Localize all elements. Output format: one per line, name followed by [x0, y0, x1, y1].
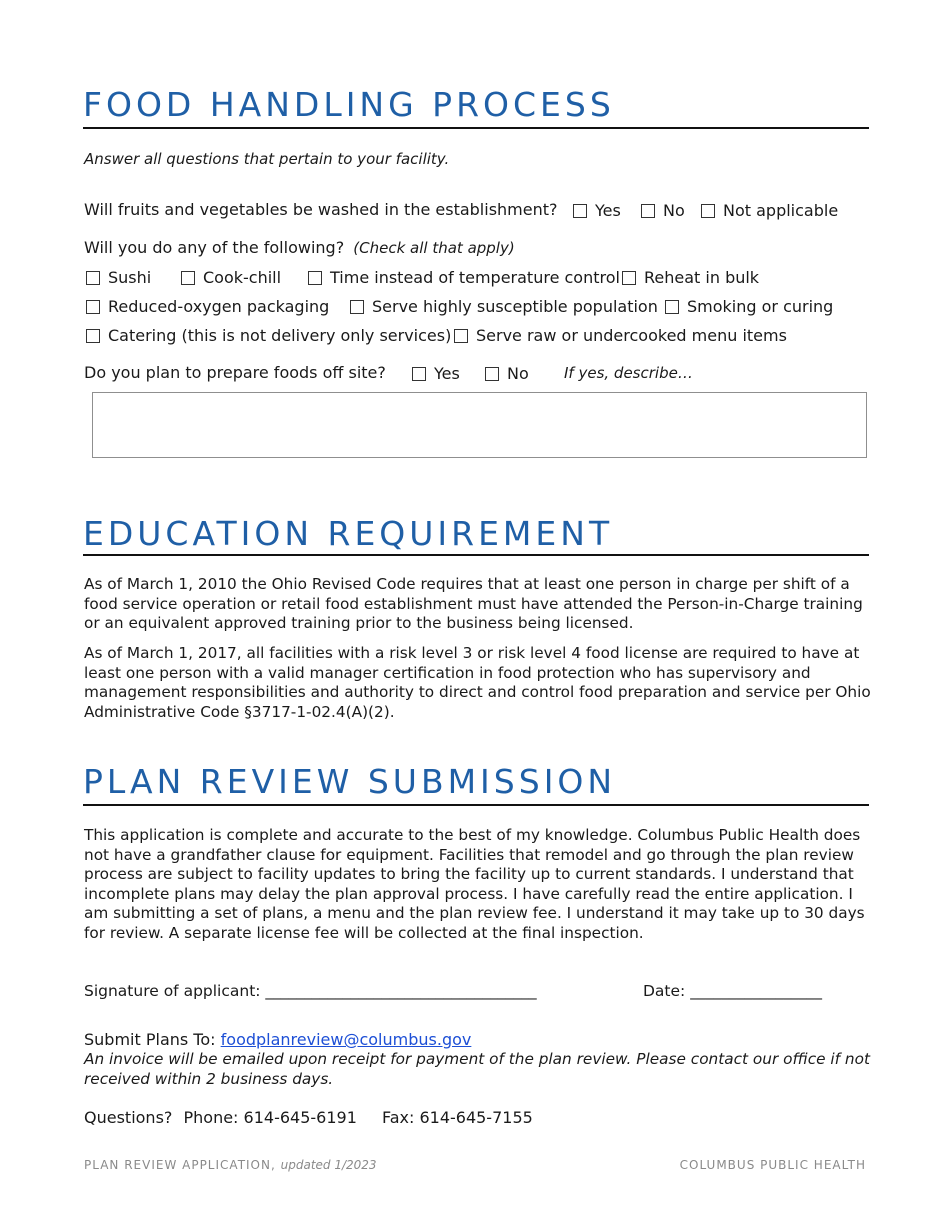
q3-no-option[interactable] — [485, 364, 529, 383]
option-catering[interactable] — [86, 326, 451, 345]
education-paragraph-1: As of March 1, 2010 the Ohio Revised Code requires that at least one person in charge per shift of a food service operation or retail food establishment must have attended the Person-in-Charge training or an equivalent approved training prior to the business being licensed. — [84, 575, 863, 633]
q1-no-checkbox[interactable] — [641, 204, 655, 218]
q1-yes-label: Yes — [595, 201, 621, 220]
q3-describe-hint: If yes, describe… — [564, 364, 693, 382]
option-time-control[interactable] — [308, 268, 620, 287]
cook-chill-checkbox[interactable] — [181, 271, 195, 285]
plan-review-paragraph: This application is complete and accurate to the best of my knowledge. Columbus Public Health does not have a grandfather clause for equipment. Facilities that remodel and go through the plan review process are subject to facility updates to bring the facility up to current standards. I understand that incomplete plans may delay the plan approval process. I have carefully read the entire application. I am submitting a set of plans, a menu and the plan review fee. I understand it may take up to 30 days for review. A separate license fee will be collected at the final inspection. — [84, 826, 865, 942]
q2-question — [84, 238, 515, 257]
q3-yes-label: Yes — [434, 364, 460, 383]
footer-doc-name: PLAN REVIEW APPLICATION, — [84, 1158, 276, 1172]
submit-email-link[interactable]: foodplanreview@columbus.gov — [220, 1030, 472, 1049]
option-smoking-curing[interactable] — [665, 297, 833, 316]
phone-number: Phone: 614-645-6191 — [183, 1108, 357, 1127]
footer-right: COLUMBUS PUBLIC HEALTH — [679, 1158, 866, 1172]
q1-not-applicable-label: Not applicable — [723, 201, 839, 220]
q1-yes-checkbox[interactable] — [573, 204, 587, 218]
q2-hint: (Check all that apply) — [353, 239, 515, 257]
raw-undercooked-label: Serve raw or undercooked menu items — [476, 326, 787, 345]
time-control-label: Time instead of temperature control — [330, 268, 620, 287]
sushi-checkbox[interactable] — [86, 271, 100, 285]
q3-no-checkbox[interactable] — [485, 367, 499, 381]
food-handling-title: FOOD HANDLING PROCESS — [83, 85, 615, 124]
q1-yes-option[interactable] — [573, 201, 621, 220]
questions-line — [84, 1108, 533, 1127]
q2-question-text: Will you do any of the following? — [84, 238, 345, 257]
offsite-description-field[interactable] — [92, 392, 867, 458]
q1-not-applicable-checkbox[interactable] — [701, 204, 715, 218]
option-reheat-bulk[interactable] — [622, 268, 759, 287]
raw-undercooked-checkbox[interactable] — [454, 329, 468, 343]
q1-question: Will fruits and vegetables be washed in the establishment? — [84, 200, 558, 219]
susceptible-population-label: Serve highly susceptible population — [372, 297, 658, 316]
susceptible-population-checkbox[interactable] — [350, 300, 364, 314]
smoking-curing-label: Smoking or curing — [687, 297, 834, 316]
option-reduced-oxygen[interactable] — [86, 297, 329, 316]
time-control-checkbox[interactable] — [308, 271, 322, 285]
signature-line[interactable]: Signature of applicant: ___________________________________ — [84, 982, 537, 1000]
reduced-oxygen-label: Reduced-oxygen packaging — [108, 297, 330, 316]
option-cook-chill[interactable] — [181, 268, 281, 287]
food-handling-divider — [83, 127, 869, 129]
q3-question: Do you plan to prepare foods off site? — [84, 363, 386, 382]
education-title: EDUCATION REQUIREMENT — [83, 514, 614, 553]
plan-review-divider — [83, 804, 869, 806]
option-raw-undercooked[interactable] — [454, 326, 787, 345]
q1-no-option[interactable] — [641, 201, 685, 220]
submit-label: Submit Plans To: — [84, 1030, 216, 1049]
reduced-oxygen-checkbox[interactable] — [86, 300, 100, 314]
footer-updated: updated 1/2023 — [280, 1158, 377, 1172]
invoice-note: An invoice will be emailed upon receipt for payment of the plan review. Please contact our office if not received within 2 business days. — [84, 1050, 870, 1088]
smoking-curing-checkbox[interactable] — [665, 300, 679, 314]
q1-not-applicable-option[interactable] — [701, 201, 838, 220]
submit-line — [84, 1030, 471, 1049]
footer-left — [84, 1158, 377, 1172]
q3-yes-option[interactable] — [412, 364, 460, 383]
food-handling-instruction: Answer all questions that pertain to your facility. — [84, 150, 450, 168]
option-susceptible-population[interactable] — [350, 297, 658, 316]
q3-yes-checkbox[interactable] — [412, 367, 426, 381]
q1-no-label: No — [663, 201, 685, 220]
q3-no-label: No — [507, 364, 529, 383]
questions-label: Questions? — [84, 1108, 173, 1127]
catering-label: Catering (this is not delivery only services) — [108, 326, 452, 345]
fax-number: Fax: 614-645-7155 — [381, 1108, 533, 1127]
catering-checkbox[interactable] — [86, 329, 100, 343]
education-divider — [83, 554, 869, 556]
date-line[interactable]: Date: _________________ — [643, 982, 822, 1000]
reheat-bulk-checkbox[interactable] — [622, 271, 636, 285]
reheat-bulk-label: Reheat in bulk — [644, 268, 760, 287]
option-sushi[interactable] — [86, 268, 151, 287]
cook-chill-label: Cook-chill — [203, 268, 282, 287]
sushi-label: Sushi — [108, 268, 152, 287]
plan-review-title: PLAN REVIEW SUBMISSION — [83, 762, 617, 801]
education-paragraph-2: As of March 1, 2017, all facilities with a risk level 3 or risk level 4 food license are required to have at least one person with a valid manager certification in food protection who has supervisory and management responsibilities and authority to direct and control food preparation and service per Ohio Administrative Code §3717-1-02.4(A)(2). — [84, 644, 871, 721]
